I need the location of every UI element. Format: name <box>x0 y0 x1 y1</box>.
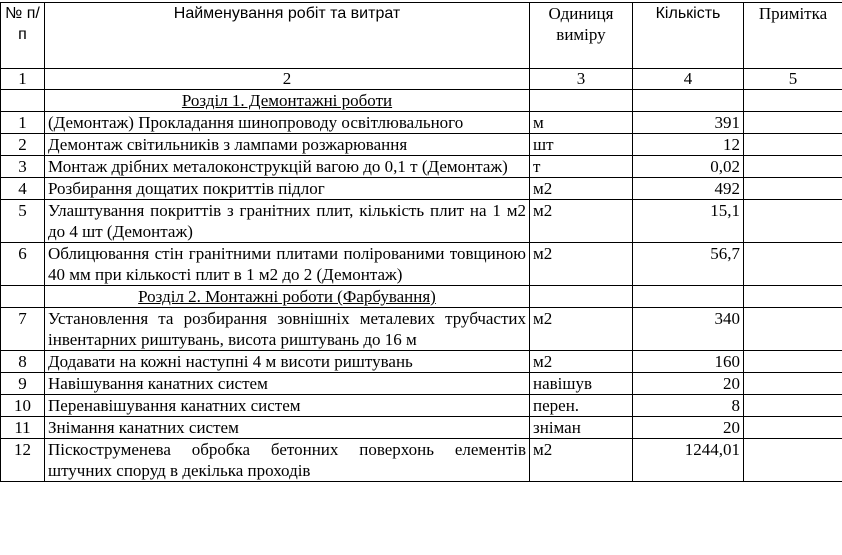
section-row <box>1 90 842 112</box>
row-number: 5 <box>1 200 45 243</box>
row-number: 2 <box>1 134 45 156</box>
table-row <box>1 439 842 482</box>
unit: м <box>530 112 633 134</box>
quantity: 12 <box>633 134 744 156</box>
unit: м2 <box>530 439 633 482</box>
quantity: 20 <box>633 373 744 395</box>
unit: т <box>530 156 633 178</box>
row-number: 1 <box>1 112 45 134</box>
table-row <box>1 395 842 417</box>
section-title: Розділ 1. Демонтажні роботи <box>45 90 530 112</box>
table-row <box>1 243 842 286</box>
note <box>744 243 842 286</box>
unit: шт <box>530 134 633 156</box>
row-number: 10 <box>1 395 45 417</box>
note <box>744 134 842 156</box>
quantity: 160 <box>633 351 744 373</box>
work-name: Установлення та розбирання зовнішніх металевих трубчастих інвентарних риштувань, висота риштувань до 16 м <box>45 308 530 351</box>
header-col-note: Примітка <box>744 3 842 69</box>
table-row <box>1 417 842 439</box>
quantity: 1244,01 <box>633 439 744 482</box>
quantity: 391 <box>633 112 744 134</box>
row-number: 3 <box>1 156 45 178</box>
unit: м2 <box>530 351 633 373</box>
section-title: Розділ 2. Монтажні роботи (Фарбування) <box>45 286 530 308</box>
row-number: 9 <box>1 373 45 395</box>
note <box>744 439 842 482</box>
column-number: 3 <box>530 69 633 90</box>
unit: м2 <box>530 200 633 243</box>
quantity: 20 <box>633 417 744 439</box>
note <box>744 373 842 395</box>
header-col-name: Найменування робіт та витрат <box>45 3 530 69</box>
work-name: Улаштування покриттів з гранітних плит, кількість плит на 1 м2 до 4 шт (Демонтаж) <box>45 200 530 243</box>
table-body <box>1 90 842 482</box>
header-col-unit: Одиниця виміру <box>530 3 633 69</box>
table-row <box>1 156 842 178</box>
row-number: 11 <box>1 417 45 439</box>
table-row <box>1 200 842 243</box>
unit: м2 <box>530 178 633 200</box>
table-row <box>1 134 842 156</box>
work-name: Облицювання стін гранітними плитами полірованими товщиною 40 мм при кількості плит в 1 м2 до 2 (Демонтаж) <box>45 243 530 286</box>
note <box>744 112 842 134</box>
work-name: Навішування канатних систем <box>45 373 530 395</box>
note <box>744 395 842 417</box>
table-row <box>1 351 842 373</box>
column-number: 1 <box>1 69 45 90</box>
note <box>744 200 842 243</box>
row-number: 12 <box>1 439 45 482</box>
table-row <box>1 178 842 200</box>
row-number: 4 <box>1 178 45 200</box>
unit: зніман <box>530 417 633 439</box>
work-name: Перенавішування канатних систем <box>45 395 530 417</box>
quantity: 8 <box>633 395 744 417</box>
unit: м2 <box>530 243 633 286</box>
row-number: 8 <box>1 351 45 373</box>
row-number: 7 <box>1 308 45 351</box>
quantity: 340 <box>633 308 744 351</box>
column-number: 4 <box>633 69 744 90</box>
header-row <box>1 3 842 69</box>
unit: навішув <box>530 373 633 395</box>
column-number: 5 <box>744 69 842 90</box>
table-row <box>1 112 842 134</box>
header-col-qty: Кількість <box>633 3 744 69</box>
table-row <box>1 308 842 351</box>
note <box>744 178 842 200</box>
header-col-no: № п/п <box>1 3 45 69</box>
quantity: 56,7 <box>633 243 744 286</box>
work-name: Розбирання дощатих покриттів підлог <box>45 178 530 200</box>
note <box>744 351 842 373</box>
section-row <box>1 286 842 308</box>
work-name: Демонтаж світильників з лампами розжарювання <box>45 134 530 156</box>
column-number: 2 <box>45 69 530 90</box>
quantity: 492 <box>633 178 744 200</box>
work-name: Монтаж дрібних металоконструкцій вагою до 0,1 т (Демонтаж) <box>45 156 530 178</box>
table-row <box>1 373 842 395</box>
unit: перен. <box>530 395 633 417</box>
works-table <box>0 2 842 482</box>
quantity: 15,1 <box>633 200 744 243</box>
work-name: Додавати на кожні наступні 4 м висоти риштувань <box>45 351 530 373</box>
note <box>744 308 842 351</box>
work-name: Знімання канатних систем <box>45 417 530 439</box>
work-name: (Демонтаж) Прокладання шинопроводу освітлювального <box>45 112 530 134</box>
note <box>744 417 842 439</box>
quantity: 0,02 <box>633 156 744 178</box>
unit: м2 <box>530 308 633 351</box>
note <box>744 156 842 178</box>
column-number-row <box>1 69 842 90</box>
row-number: 6 <box>1 243 45 286</box>
work-name: Піскоструменева обробка бетонних поверхонь елементів штучних споруд в декілька проходів <box>45 439 530 482</box>
